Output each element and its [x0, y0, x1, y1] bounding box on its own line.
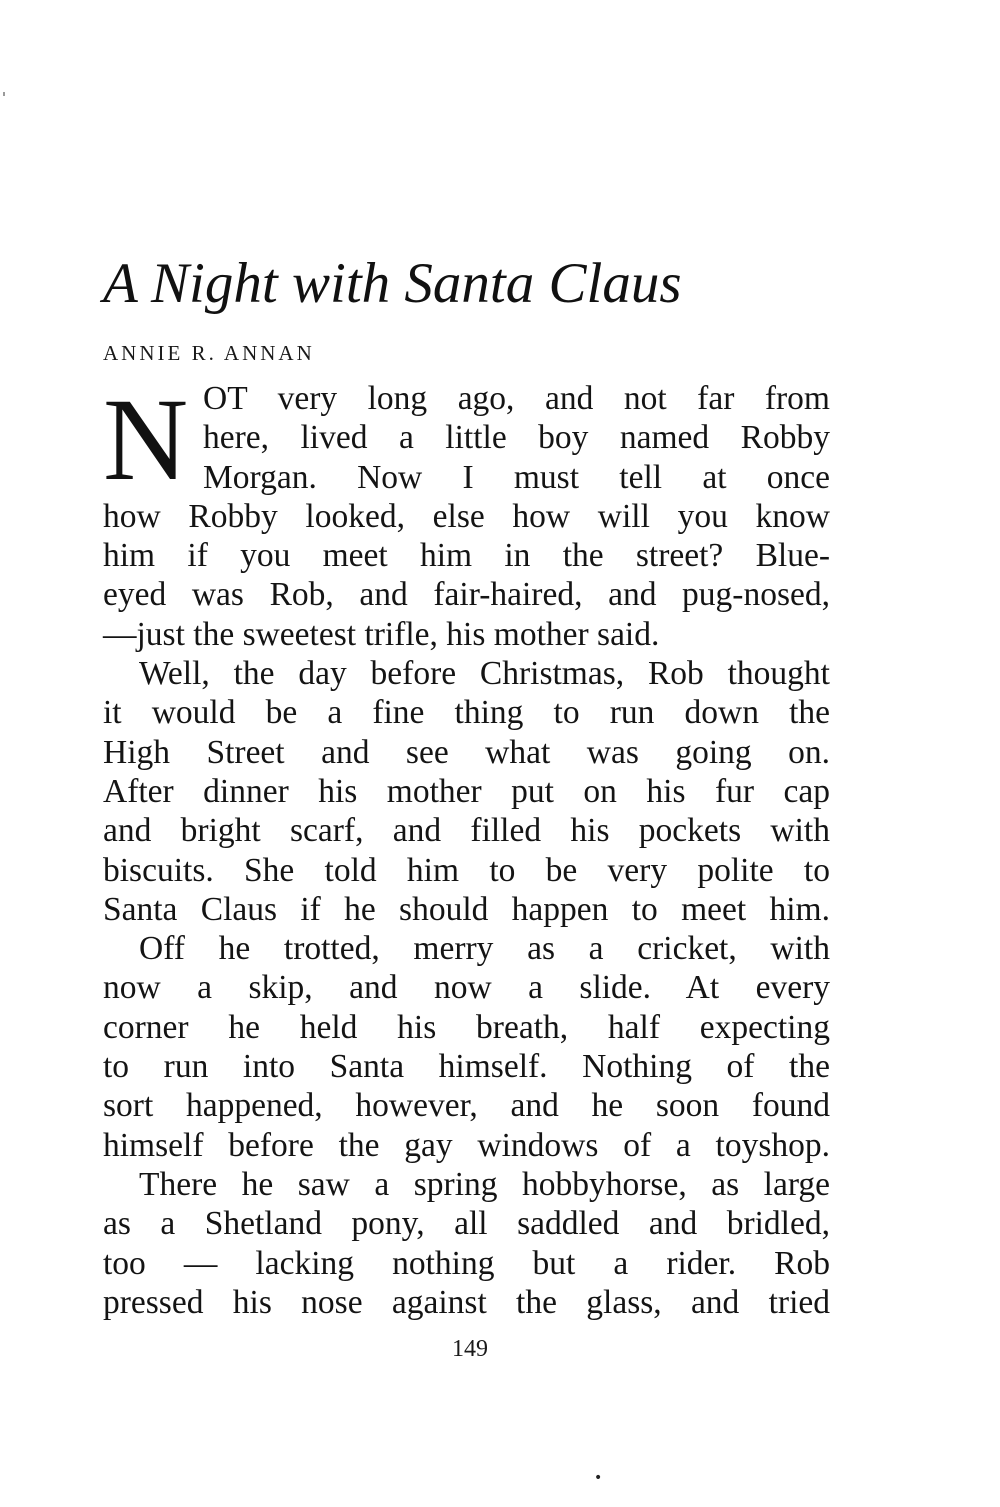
text-line: Well, the day before Christmas, Rob thought — [139, 655, 830, 693]
footer-mark: • — [594, 1470, 603, 1486]
author-name: ANNIE R. ANNAN — [103, 341, 315, 365]
text-line: biscuits. She told him to be very polite to — [103, 851, 830, 889]
text-line: pressed his nose against the glass, and tried — [103, 1283, 830, 1321]
text-line: sort happened, however, and he soon found — [103, 1087, 830, 1125]
scan-speck — [3, 92, 5, 96]
text-line: here, lived a little boy named Robby — [203, 419, 830, 457]
text-line: too — lacking nothing but a rider. Rob — [103, 1244, 830, 1282]
text-line: Off he trotted, merry as a cricket, with — [139, 930, 830, 968]
text-line: There he saw a spring hobbyhorse, as large — [139, 1165, 830, 1203]
text-line: to run into Santa himself. Nothing of the — [103, 1048, 830, 1086]
chapter-title: A Night with Santa Claus — [103, 252, 682, 315]
text-line: how Robby looked, else how will you know — [103, 497, 830, 535]
body-text — [103, 374, 830, 1322]
text-line: After dinner his mother put on his fur cap — [103, 772, 830, 810]
text-line: corner he held his breath, half expecting — [103, 1008, 830, 1046]
text-line: —just the sweetest trifle, his mother said. — [103, 615, 660, 653]
text-line: Santa Claus if he should happen to meet him. — [103, 890, 830, 928]
text-line: Morgan. Now I must tell at once — [203, 458, 830, 496]
text-line: now a skip, and now a slide. At every — [103, 969, 830, 1007]
page-number: 149 — [452, 1336, 488, 1362]
text-line: it would be a fine thing to run down the — [103, 694, 830, 732]
text-line: OT very long ago, and not far from — [203, 380, 830, 417]
text-line: and bright scarf, and filled his pockets with — [103, 812, 830, 850]
text-line: as a Shetland pony, all saddled and bridled, — [103, 1205, 830, 1243]
text-line: himself before the gay windows of a toyshop. — [103, 1126, 830, 1164]
text-line: High Street and see what was going on. — [103, 733, 830, 771]
text-line: him if you meet him in the street? Blue- — [103, 537, 830, 575]
drop-cap: N — [103, 374, 189, 505]
text-line: eyed was Rob, and fair-haired, and pug-nosed, — [103, 576, 830, 614]
